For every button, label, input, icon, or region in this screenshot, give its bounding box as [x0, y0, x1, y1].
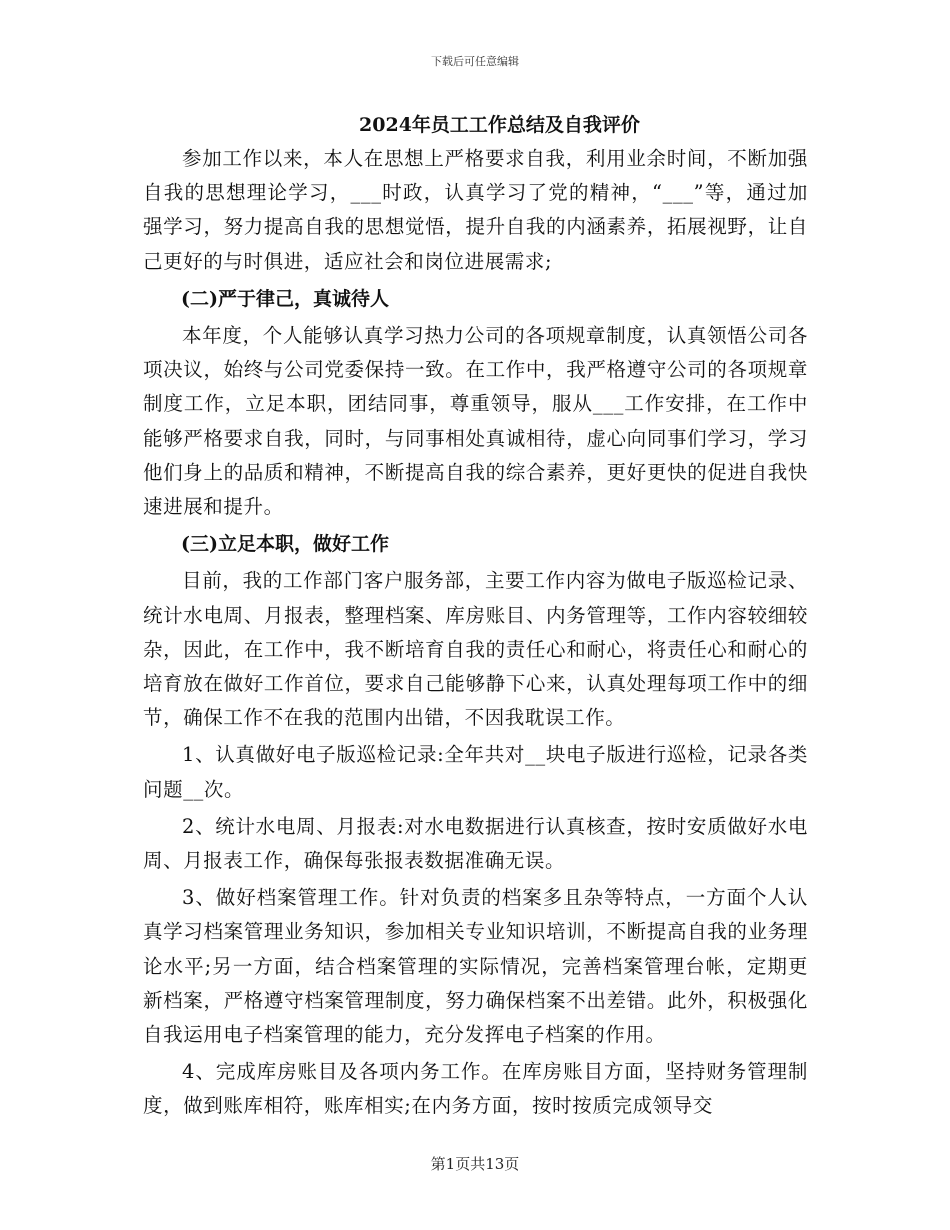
document-title: 2024年员工工作总结及自我评价 [359, 114, 640, 136]
list-item-1: 1、认真做好电子版巡检记录:全年共对__块电子版进行巡检，记录各类问题__次。 [143, 743, 808, 801]
list-item-2: 2、统计水电周、月报表:对水电数据进行认真核查，按时安质做好水电周、月报表工作，确保每张报表数据准确无误。 [143, 814, 808, 873]
section-heading-3: (三)立足本职，做好工作 [181, 533, 389, 556]
header-note: 下载后可任意编辑 [431, 55, 519, 68]
paragraph-section-2: 本年度，个人能够认真学习热力公司的各项规章制度，认真领悟公司各项决议，始终与公司党委保持一致。在工作中，我严格遵守公司的各项规章制度工作，立足本职，团结同事，尊重领导，服从___工作安排，在工作中能够严格要求自我，同时，与同事相处真诚相待，虚心向同事们学习，学习他们身上的品质和精神，不断提高自我的综合素养，更好更快的促进自我快速进展和提升。 [143, 324, 808, 519]
section-heading-2: (二)严于律己，真诚待人 [181, 287, 389, 310]
paragraph-intro: 参加工作以来，本人在思想上严格要求自我，利用业余时间，不断加强自我的思想理论学习，___时政，认真学习了党的精神，“___”等，通过加强学习，努力提高自我的思想觉悟，提升自我的内涵素养，拓展视野，让自己更好的与时俱进，适应社会和岗位进展需求; [143, 147, 808, 273]
document-body [143, 108, 808, 1124]
page-number-footer: 第1页共13页 [430, 1155, 520, 1173]
paragraph-section-3: 目前，我的工作部门客户服务部，主要工作内容为做电子版巡检记录、统计水电周、月报表，整理档案、库房账目、内务管理等，工作内容较细较杂，因此，在工作中，我不断培育自我的责任心和耐心，将责任心和耐心的培育放在做好工作首位，要求自己能够静下心来，认真处理每项工作中的细节，确保工作不在我的范围内出错，不因我耽误工作。 [143, 569, 808, 730]
list-item-4: 4、完成库房账目及各项内务工作。在库房账目方面，坚持财务管理制度，做到账库相符，账库相实;在内务方面，按时按质完成领导交 [143, 1060, 808, 1118]
list-item-3: 3、做好档案管理工作。针对负责的档案多且杂等特点，一方面个人认真学习档案管理业务知识，参加相关专业知识培训，不断提高自我的业务理论水平;另一方面，结合档案管理的实际情况，完善档案管理台帐，定期更新档案，严格遵守档案管理制度，努力确保档案不出差错。此外，积极强化自我运用电子档案管理的能力，充分发挥电子档案的作用。 [143, 886, 808, 1047]
